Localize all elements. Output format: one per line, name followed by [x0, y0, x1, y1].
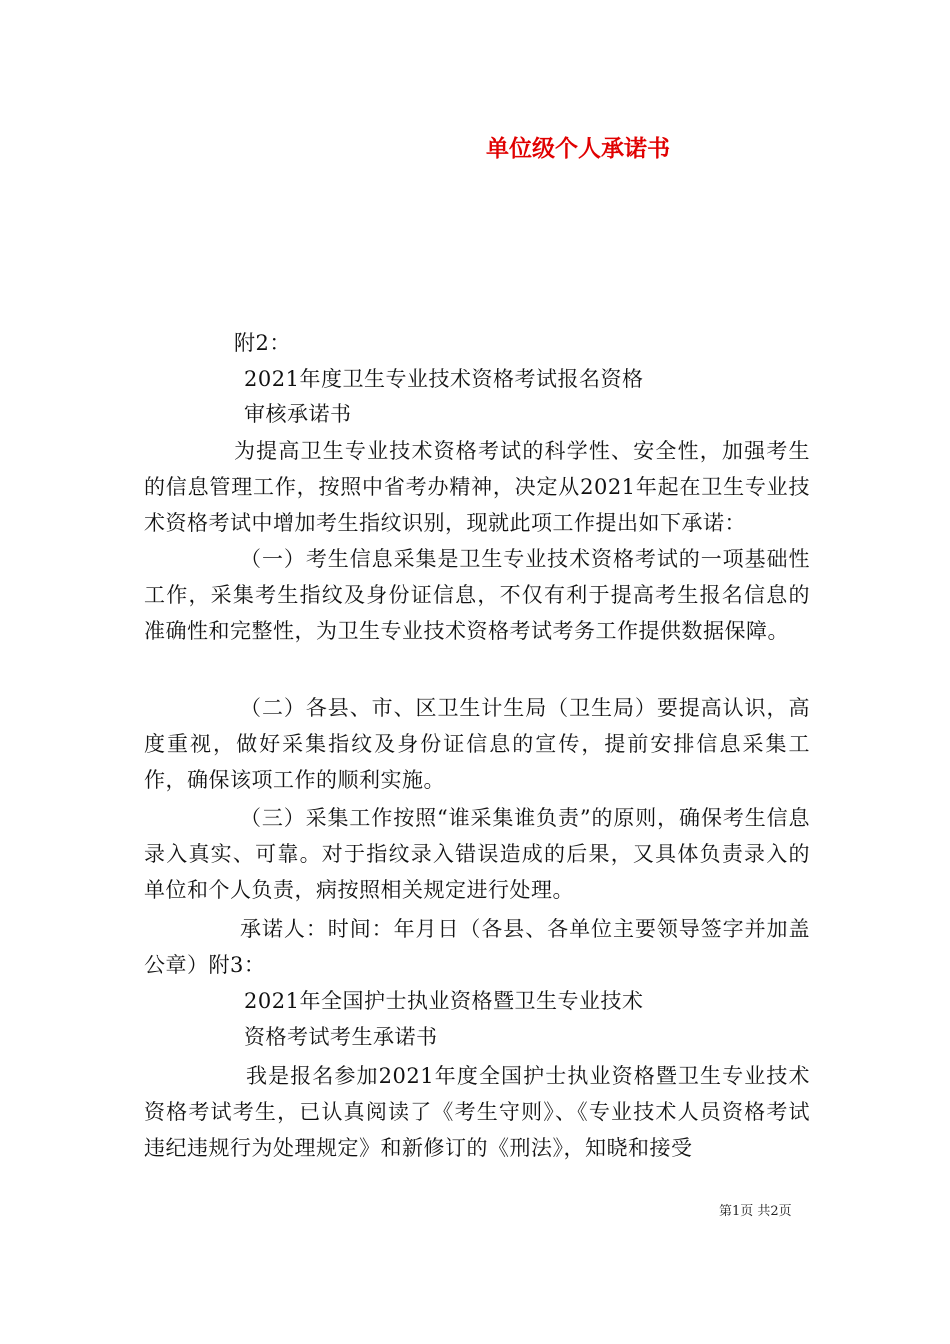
attachment-2-item-3: （三）采集工作按照“谁采集谁负责”的原则，确保考生信息录入真实、可靠。对于指纹录入错误造成的后果，又具体负责录入的单位和个人负责，病按照相关规定进行处理。 — [144, 806, 810, 902]
attachment-2-label: 附2： — [234, 331, 291, 355]
attachment-2-heading-line2: 审核承诺书 — [244, 402, 352, 426]
document-title: 单位级个人承诺书 — [486, 135, 670, 162]
attachment-2-heading-line1: 2021年度卫生专业技术资格考试报名资格 — [244, 367, 644, 391]
attachment-3-intro-paragraph: 我是报名参加2021年度全国护士执业资格暨卫生专业技术资格考试考生，已认真阅读了《考生守则》、《专业技术人员资格考试违纪违规行为处理规定》和新修订的《刑法》，知晓和接受 — [144, 1064, 810, 1160]
attachment-2-item-2: （二）各县、市、区卫生计生局（卫生局）要提高认识，高度重视，做好采集指纹及身份证信息的宣传，提前安排信息采集工作，确保该项工作的顺利实施。 — [144, 696, 810, 792]
signature-paragraph: 承诺人：时间：年月日（各县、各单位主要领导签字并加盖公章）附3： — [144, 917, 810, 977]
attachment-3-heading-line1: 2021年全国护士执业资格暨卫生专业技术 — [244, 989, 644, 1013]
page-footer: 第1页 共2页 — [719, 1204, 792, 1219]
attachment-3-heading-line2: 资格考试考生承诺书 — [244, 1025, 438, 1049]
attachment-2-item-1: （一）考生信息采集是卫生专业技术资格考试的一项基础性工作，采集考生指纹及身份证信息，不仅有利于提高考生报名信息的准确性和完整性，为卫生专业技术资格考试考务工作提供数据保障。 — [144, 547, 810, 643]
attachment-2-intro-paragraph: 为提高卫生专业技术资格考试的科学性、安全性，加强考生的信息管理工作，按照中省考办精神，决定从2021年起在卫生专业技术资格考试中增加考生指纹识别，现就此项工作提出如下承诺： — [144, 439, 810, 535]
